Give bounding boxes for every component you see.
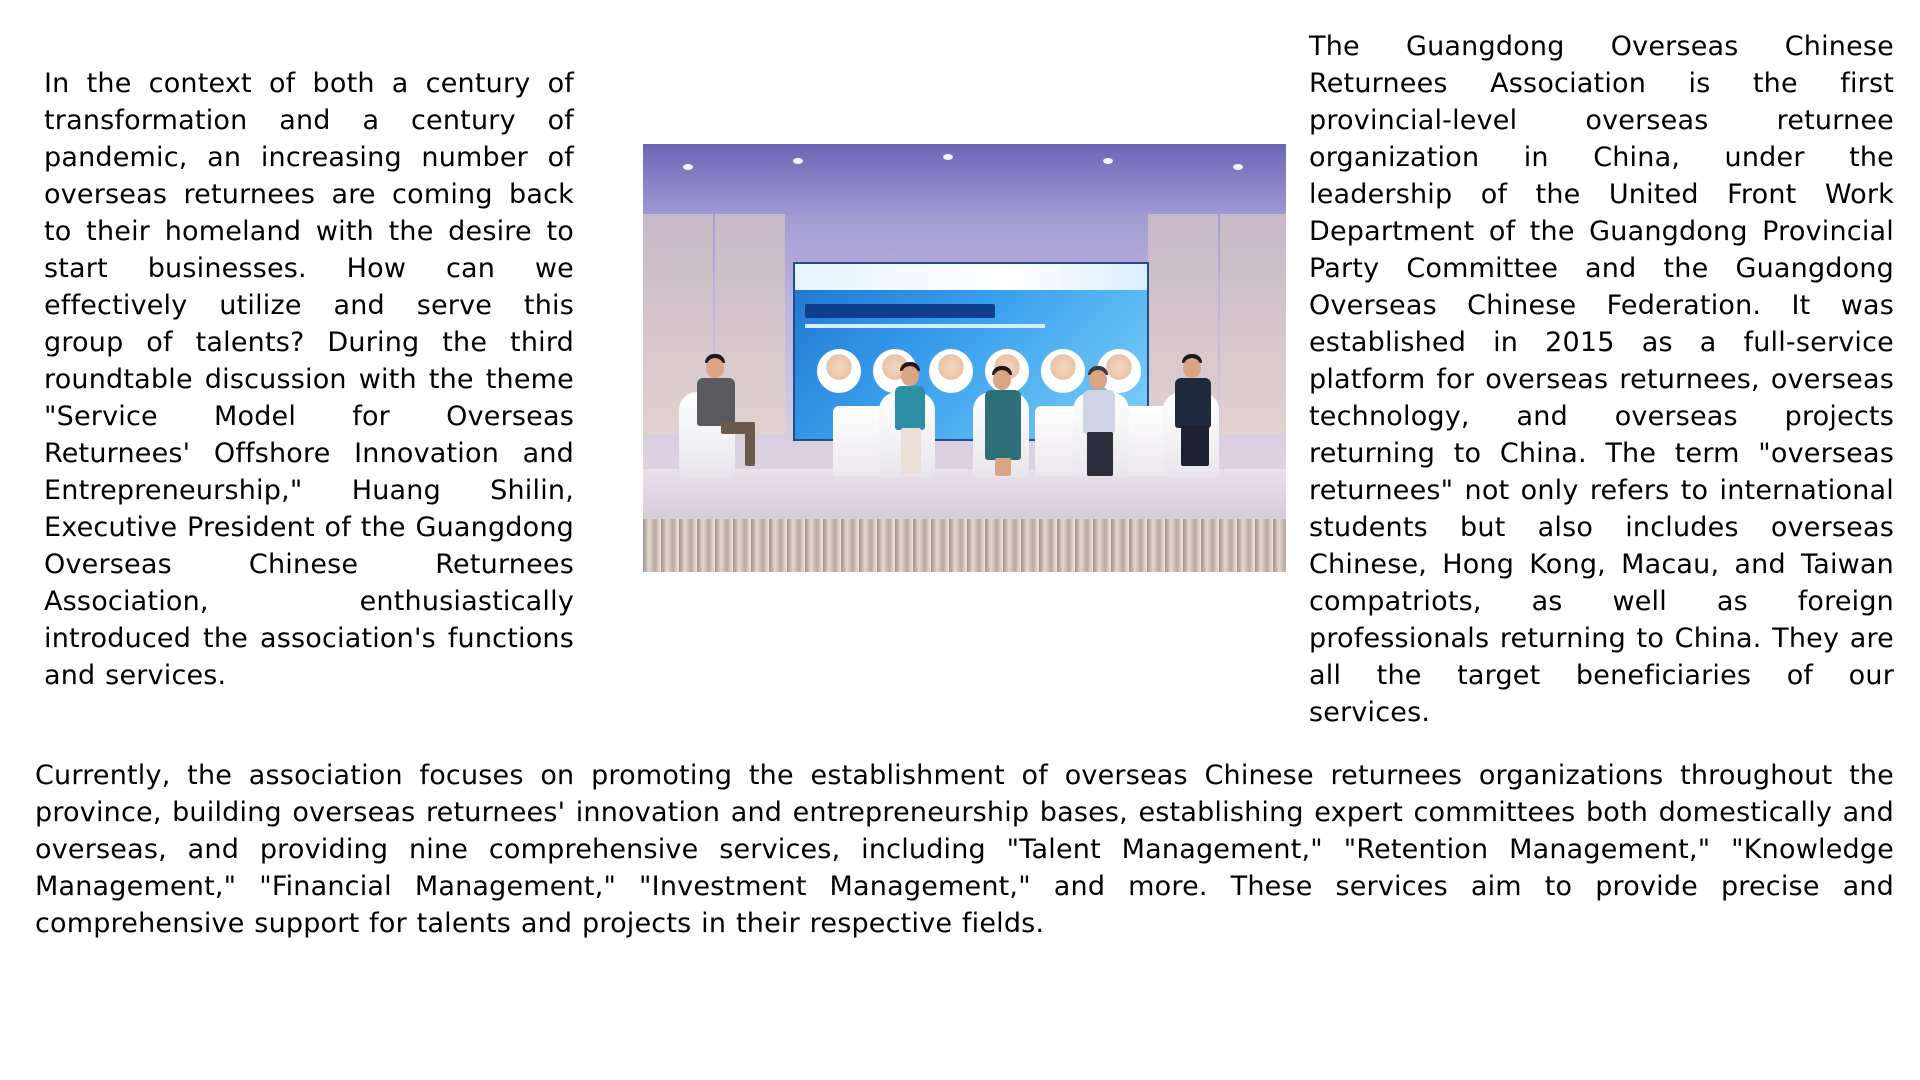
- stage-floor: [643, 469, 1286, 524]
- bottom-paragraph: Currently, the association focuses on promoting the establishment of overseas Chinese returnees organizations throughout the province, building overseas returnees' innovation and entrepreneurship bases, establishing expert committees both domestically and overseas, and providing nine comprehensive services, including "Talent Management," "Retention Management," "Knowledge Management," "Financial Management," "Investment Management," and more. These services aim to provide precise and comprehensive support for talents and projects in their respective fields.: [35, 760, 1894, 939]
- stage-skirt: [643, 519, 1286, 572]
- ceiling-light: [1233, 164, 1243, 170]
- roundtable-event-photo: [643, 144, 1286, 572]
- speaker-portrait: [1041, 349, 1085, 393]
- speaker-portrait: [817, 349, 861, 393]
- ceiling-light: [683, 164, 693, 170]
- right-paragraph: The Guangdong Overseas Chinese Returnees Association is the first provincial-level overseas returnee organization in China, under the leadership of the United Front Work Department of the Guangdong Provincial Party Committee and the Guangdong Overseas Chinese Federation. It was established in 2015 as a full-service platform for overseas returnees, overseas technology, and overseas projects returning to China. The term "overseas returnees" not only refers to international students but also includes overseas Chinese, Hong Kong, Macau, and Taiwan compatriots, as well as foreign professionals returning to China. They are all the target beneficiaries of our services.: [1309, 31, 1894, 728]
- ceiling: [643, 144, 1286, 214]
- ceiling-light: [943, 154, 953, 160]
- screen-subtitle-bar: [805, 324, 1045, 328]
- speaker-portrait: [929, 349, 973, 393]
- screen-header: [795, 264, 1147, 290]
- wall-panel: [1220, 214, 1286, 434]
- ceiling-light: [1103, 158, 1113, 164]
- screen-title-bar: [805, 304, 995, 318]
- left-paragraph: In the context of both a century of transformation and a century of pandemic, an increasing number of overseas returnees are coming back to their homeland with the desire to start businesses. How can we effectively utilize and serve this group of talents? During the third roundtable discussion with the theme "Service Model for Overseas Returnees' Offshore Innovation and Entrepreneurship," Huang Shilin, Executive President of the Guangdong Overseas Chinese Returnees Association, enthusiastically introduced the association's functions and services.: [44, 68, 575, 691]
- ceiling-light: [793, 158, 803, 164]
